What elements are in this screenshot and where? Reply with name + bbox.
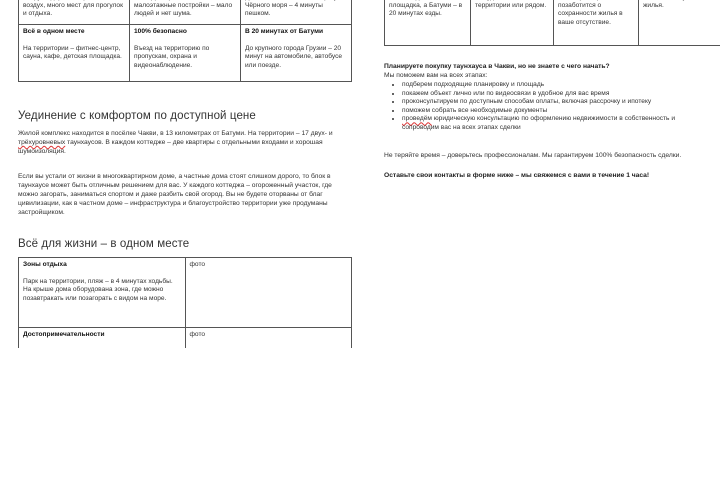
cell-text: На территории – фитнес-центр, сауна, кафе, детская площадка. (23, 45, 122, 61)
amenities-table (18, 257, 352, 348)
table-cell (19, 258, 186, 328)
list-item: • подберем подходящие планировку и площадь (402, 81, 692, 90)
cta-intro: Мы поможем вам на всех этапах: (384, 72, 488, 79)
table-row (385, 0, 720, 46)
misspelled-word: проведём (402, 115, 432, 123)
table-cell: позаботится о сохранности жилья в ваше отсутствие. (554, 0, 639, 46)
table-row (19, 328, 352, 349)
cta-final: Оставьте свои контакты в форме ниже – мы свяжемся с вами в течение 1 часа! (384, 172, 650, 179)
guarantee-text: Не теряйте время – доверьтесь профессионалам. Мы гарантируем 100% безопасность сделки. (384, 152, 682, 159)
section-heading: Всё для жизни – в одном месте (18, 238, 190, 250)
table-row (19, 0, 352, 25)
cell-title: Всё в одном месте (23, 28, 85, 35)
list-item: • поможем собрать все необходимые документы (402, 107, 692, 116)
cell-text: Въезд на территорию по пропускам, охрана и видеонаблюдение. (134, 45, 210, 69)
table-cell: площадка, а Батуми – в 20 минутах езды. (385, 0, 471, 46)
table-row (19, 25, 352, 82)
list-item (402, 115, 692, 132)
text: таунхаусов. В каждом коттедже – две квартиры с отдельными входами и хорошая шумоизоляция. (18, 139, 323, 155)
table-cell (19, 328, 186, 349)
benefits-table (384, 0, 720, 46)
text: юридическую консультацию по оформлению недвижимости в собственность и сопроводим вас на всех этапах сделки (402, 115, 676, 131)
table-cell: Чёрного моря – 4 минуты пешком. (241, 0, 352, 25)
paragraph (18, 129, 350, 156)
list-item: • проконсультируем по доступным способам оплаты, включая рассрочку и ипотеку (402, 98, 692, 107)
table-row (19, 258, 352, 328)
table-cell: жилья. (639, 0, 720, 46)
photo-placeholder: фото (185, 328, 352, 349)
table-cell (19, 25, 130, 82)
paragraph: Если вы устали от жизни в многоквартирном доме, а частные дома стоят слишком дорого, то блок в таунхаусе может быть отличным решением для вас. У каждого коттеджа – огороженный участок, где можно загорать, заниматься спортом и даже разбить свой огород. Вы не будете оторваны от благ цивилизации, как в частном доме – инфраструктура и благоустройство территории уже продуманы застройщиком. (18, 173, 332, 216)
table-cell: территории или рядом. (471, 0, 554, 46)
cta-title: Планируете покупку таунхауса в Чакви, но не знаете с чего начать? (384, 63, 610, 70)
cell-title: В 20 минутах от Батуми (245, 28, 324, 35)
misspelled-word: трёхуровневых (18, 139, 66, 146)
cell-title: Зоны отдыха (23, 261, 67, 268)
cell-title: 100% безопасно (134, 28, 187, 35)
help-list (372, 81, 692, 133)
features-table (18, 0, 352, 82)
list-item: • покажем объект лично или по видеосвязи в удобное для вас время (402, 90, 692, 99)
photo-placeholder: фото (185, 258, 352, 328)
table-cell (241, 25, 352, 82)
section-heading: Уединение с комфортом по доступной цене (18, 110, 256, 122)
cell-title: Достопримечательности (23, 331, 105, 338)
table-cell (130, 25, 241, 82)
cell-text: Парк на территории, пляж – в 4 минутах ходьбы. На крыше дома оборудована зона, где можно позавтракать или позагорать с видом на море. (23, 278, 173, 302)
table-cell: воздух, много мест для прогулок и отдыха. (19, 0, 130, 25)
cell-text: До крупного города Грузии – 20 минут на автомобиле, автобусе или поезде. (245, 45, 343, 69)
text: Жилой комплекс находится в посёлке Чакви, в 13 километрах от Батуми. На территории – 17 двух- и (18, 130, 333, 137)
table-cell: малоэтажные постройки – мало людей и нет шума. (130, 0, 241, 25)
